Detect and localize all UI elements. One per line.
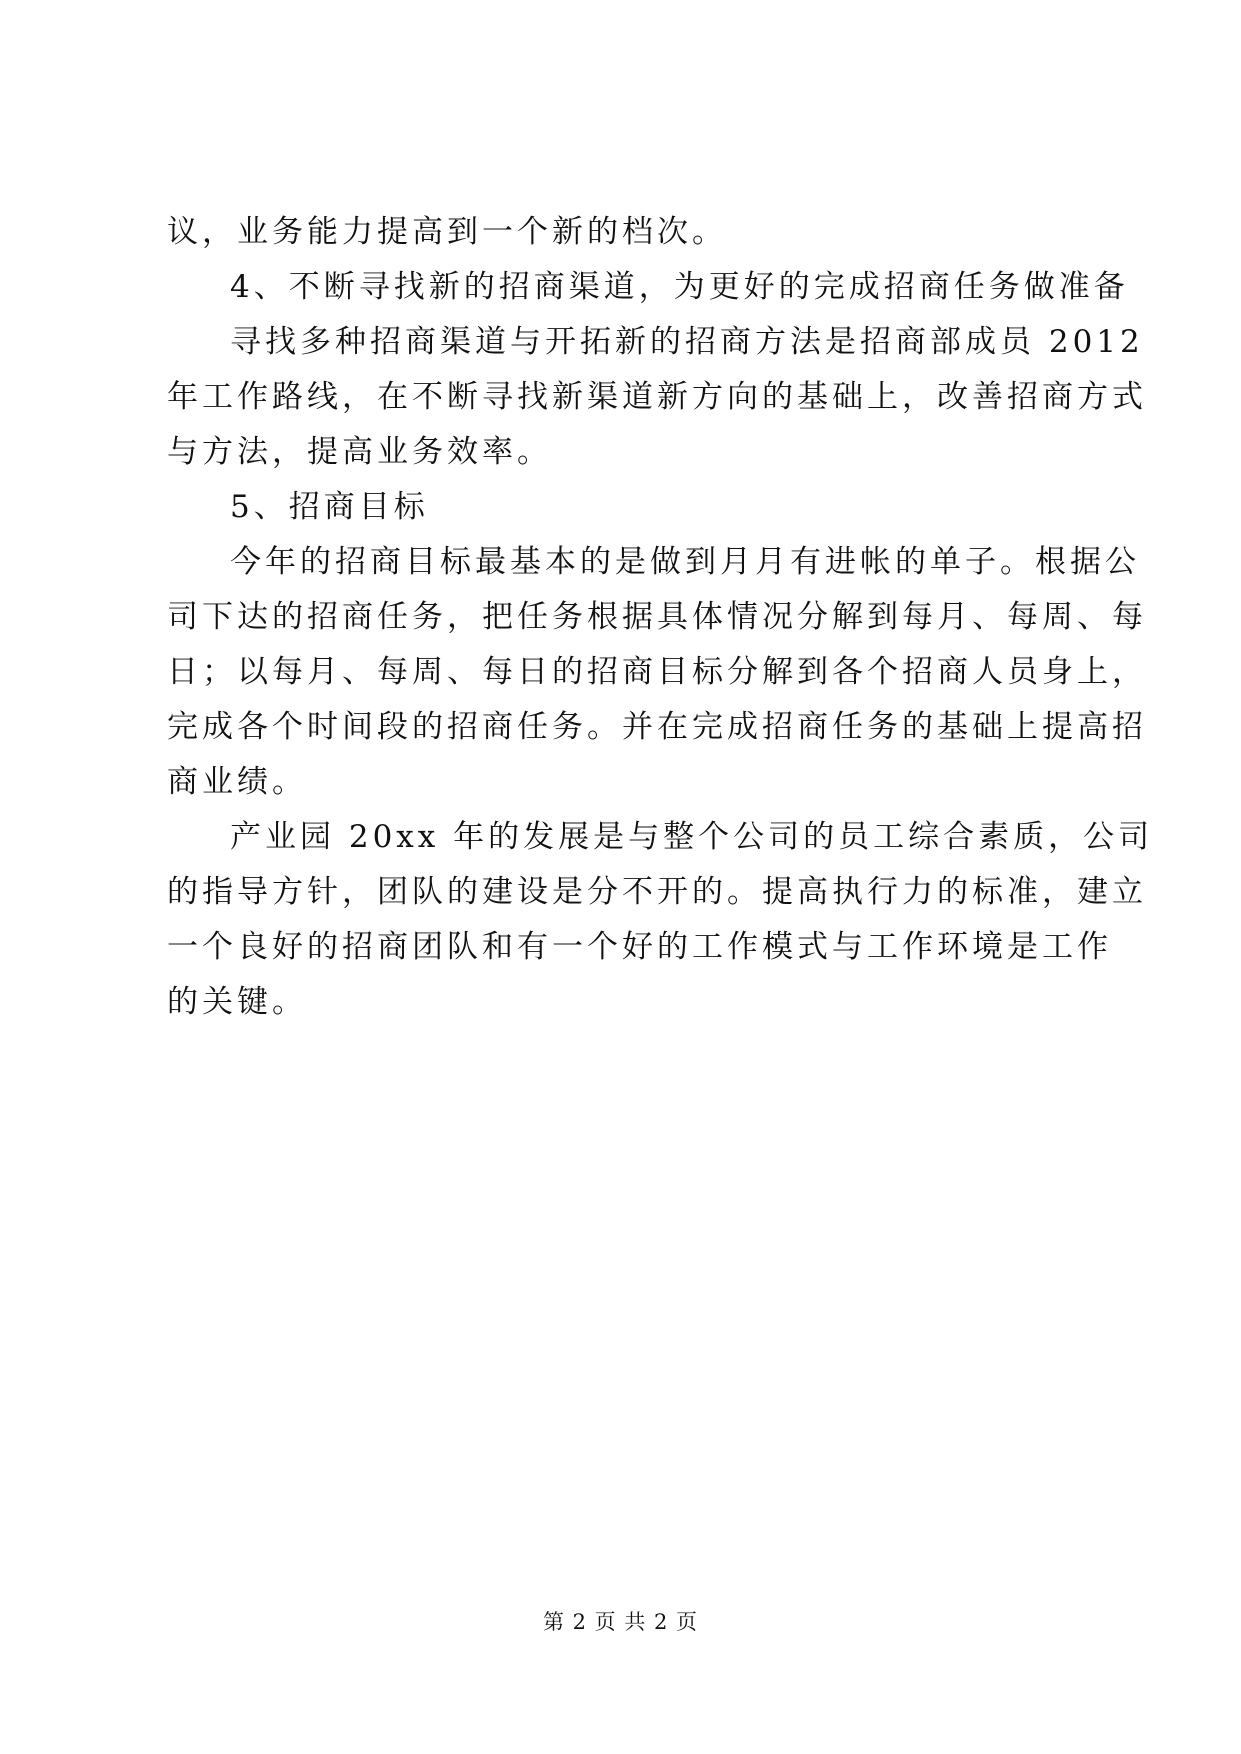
text-line: 日；以每月、每周、每日的招商目标分解到各个招商人员身上，	[167, 654, 1147, 690]
text-line: 今年的招商目标最基本的是做到月月有进帐的单子。根据公	[230, 544, 1140, 580]
text-line: 与方法，提高业务效率。	[167, 434, 552, 470]
text-line: 议，业务能力提高到一个新的档次。	[167, 214, 727, 250]
text-line: 商业绩。	[167, 764, 307, 800]
text-line: 产业园 20xx 年的发展是与整个公司的员工综合素质，公司	[230, 819, 1154, 855]
section-heading: 5、招商目标	[230, 489, 429, 525]
text-line: 寻找多种招商渠道与开拓新的招商方法是招商部成员 2012	[230, 324, 1144, 360]
section-heading: 4、不断寻找新的招商渠道，为更好的完成招商任务做准备	[230, 269, 1129, 305]
page-number-footer: 第 2 页 共 2 页	[542, 1610, 699, 1634]
text-line: 一个良好的招商团队和有一个好的工作模式与工作环境是工作	[167, 929, 1112, 965]
text-line: 的关键。	[167, 984, 307, 1020]
text-line: 年工作路线，在不断寻找新渠道新方向的基础上，改善招商方式	[167, 379, 1147, 415]
text-line: 的指导方针，团队的建设是分不开的。提高执行力的标准，建立	[167, 874, 1147, 910]
text-line: 司下达的招商任务，把任务根据具体情况分解到每月、每周、每	[167, 599, 1147, 635]
text-line: 完成各个时间段的招商任务。并在完成招商任务的基础上提高招	[167, 709, 1147, 745]
